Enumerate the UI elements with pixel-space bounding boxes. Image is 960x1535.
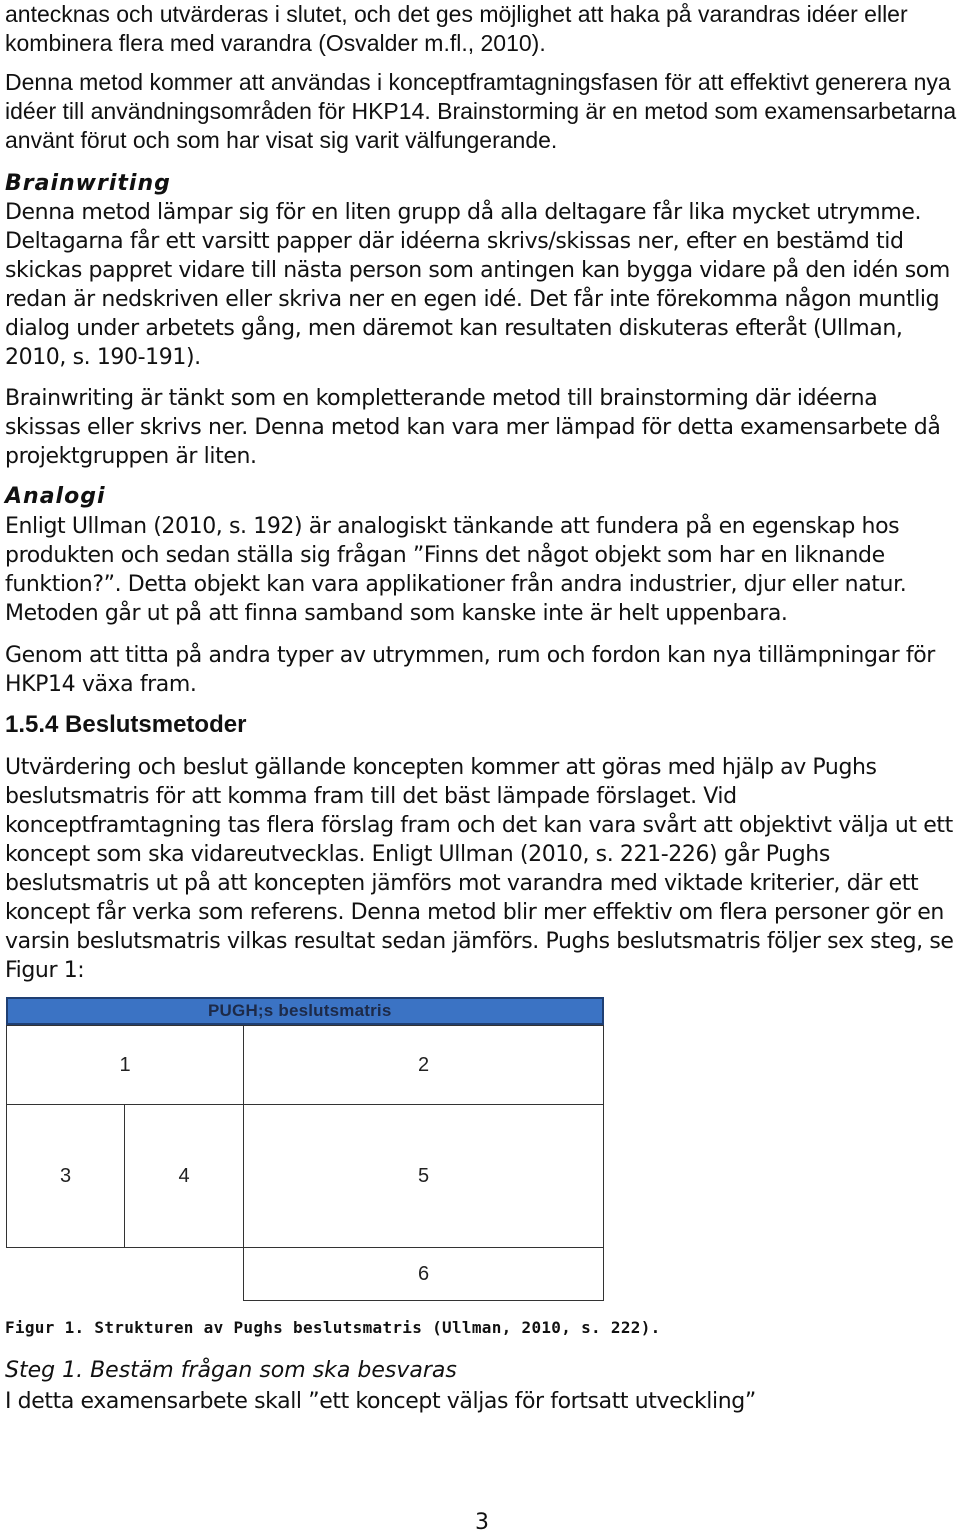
section-heading-beslutsmetoder: 1.5.4 Beslutsmetoder bbox=[5, 711, 247, 738]
matrix-cell-2: 2 bbox=[243, 1025, 604, 1105]
paragraph-brainwriting: Denna metod lämpar sig för en liten grupp då alla deltagare får lika mycket utrymme. Deltagarna får ett varsitt papper där idéerna skrivs/skissas ner, efter en bestämd tid skickas pappret vidare till nästa person som antingen kan bygga vidare på den idén som redan är nedskriven eller skriva ner en egen idé. Det får inte förekomma någon muntlig dialog under arbetets gång, men däremot kan resultaten diskuteras efteråt (Ullman, 2010, s. 190-191). bbox=[5, 200, 950, 370]
matrix-cell-6: 6 bbox=[243, 1247, 604, 1301]
paragraph-brainstorming-usage: Denna metod kommer att användas i konceptframtagningsfasen för att effektivt generera nya idéer till användningsområden för HKP14. Brainstorming är en metod som examensarbetarna använt förut och som har visat sig varit välfungerande. bbox=[5, 69, 957, 153]
paragraph-brainwriting-complement: Brainwriting är tänkt som en kompletterande metod till brainstorming där idéerna skissas eller skrivs ner. Denna metod kan vara mer lämpad för detta examensarbete då projektgruppen är liten. bbox=[5, 386, 941, 469]
matrix-cell-3: 3 bbox=[6, 1104, 125, 1248]
matrix-cell-5: 5 bbox=[243, 1104, 604, 1248]
step1-title: Steg 1. Bestäm frågan som ska besvaras bbox=[5, 1358, 457, 1383]
heading-analogi: Analogi bbox=[5, 484, 106, 509]
paragraph-analogi: Enligt Ullman (2010, s. 192) är analogiskt tänkande att fundera på en egenskap hos produkten och sedan ställa sig frågan ”Finns det något objekt som har en liknande funktion?”. Detta objekt kan vara applikationer från andra industrier, djur eller natur. Metoden går ut på att finna samband som kanske inte är helt uppenbara. bbox=[5, 514, 907, 626]
matrix-cell-1: 1 bbox=[6, 1025, 244, 1105]
step1-text: I detta examensarbete skall ”ett koncept väljas för fortsatt utveckling” bbox=[5, 1389, 756, 1414]
paragraph-analogi-application: Genom att titta på andra typer av utrymmen, rum och fordon kan nya tillämpningar för HKP14 växa fram. bbox=[5, 643, 935, 697]
heading-brainwriting: Brainwriting bbox=[5, 171, 171, 196]
figure-caption: Figur 1. Strukturen av Pughs beslutsmatris (Ullman, 2010, s. 222). bbox=[5, 1318, 661, 1337]
page-number: 3 bbox=[475, 1510, 489, 1535]
pugh-matrix-figure bbox=[6, 997, 604, 1301]
figure-title: PUGH;s beslutsmatris bbox=[208, 1001, 392, 1020]
figure-header-bar bbox=[6, 997, 604, 1025]
paragraph-intro-continued: antecknas och utvärderas i slutet, och det ges möjlighet att haka på varandras idéer eller kombinera flera med varandra (Osvalder m.fl., 2010). bbox=[5, 1, 908, 56]
paragraph-pugh: Utvärdering och beslut gällande koncepten kommer att göras med hjälp av Pughs beslutsmatris för att komma fram till det bäst lämpade förslaget. Vid konceptframtagning tas flera förslag fram och det kan vara svårt att objektivt välja ut ett koncept som ska vidareutvecklas. Enligt Ullman (2010, s. 221-226) går Pughs beslutsmatris ut på att koncepten jämförs mot varandra med viktade kriterier, där ett koncept får verka som referens. Denna metod blir mer effektiv om flera personer gör en varsin beslutsmatris vilkas resultat sedan jämförs. Pughs beslutsmatris följer sex steg, se Figur 1: bbox=[5, 755, 954, 983]
matrix-cell-4: 4 bbox=[124, 1104, 244, 1248]
